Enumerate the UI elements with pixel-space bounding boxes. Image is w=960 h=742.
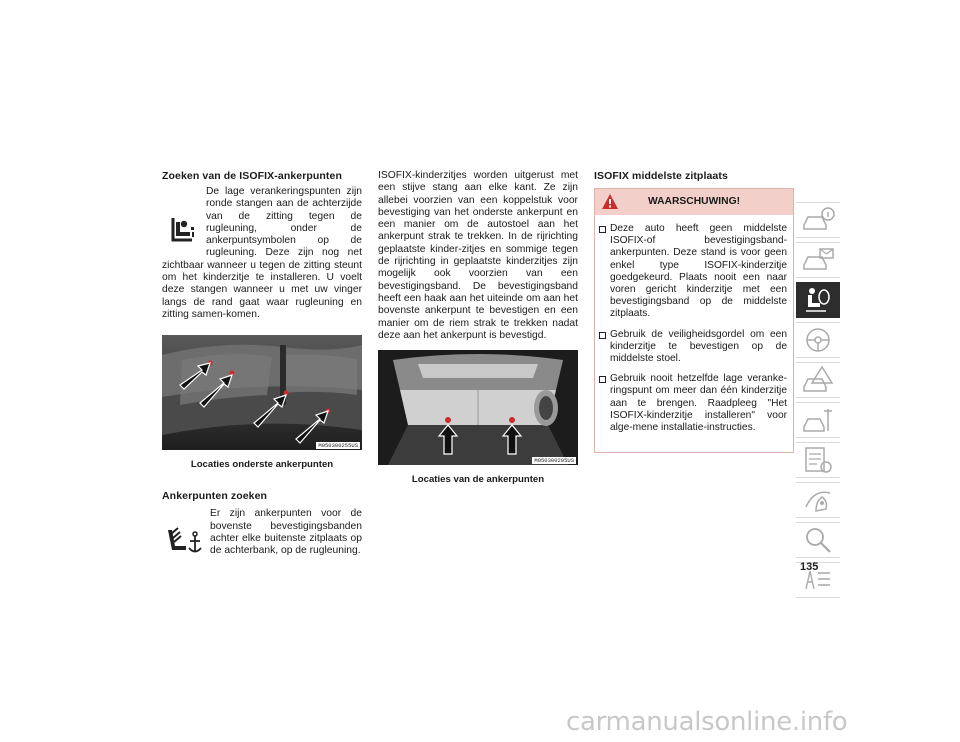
section-body: De lage verankeringspunten zijn ronde stangen aan de achterzijde van de zitting tegen de rugleuning, onder de ankerpuntsymbolen op de rugleuning. Deze zijn nog net zichtbaar wanneer u tegen de zitting steunt om het kinderzitje te installeren. U voelt deze stangen wanneer u met uw vinger langs de rand gaat waar rugleuning en zitting samen-komen.: [162, 186, 362, 320]
tab-map-pin[interactable]: [796, 482, 840, 518]
search-icon: [800, 525, 836, 555]
cargo-area-photo: [378, 350, 578, 465]
warning-box: [594, 188, 794, 453]
column-1: [162, 170, 362, 560]
tab-airbag-seat[interactable]: [796, 282, 840, 318]
tab-warning-car[interactable]: [796, 362, 840, 398]
rear-seat-photo: [162, 335, 362, 450]
column-3: [594, 170, 794, 453]
warning-title: WAARSCHUWING!: [647, 196, 741, 207]
car-mail-icon: [800, 245, 836, 275]
chapter-tabs: [796, 202, 842, 602]
column-2: [378, 170, 578, 485]
tab-list-settings[interactable]: [796, 442, 840, 478]
anchor-section: [162, 490, 362, 557]
warning-item: Deze auto heeft geen middelste ISOFIX-of bevestigingsband-ankerpunten. Deze stand is voor geen enkel type ISOFIX-kinderzitje goedgekeurd. Plaats nooit een naar voren gericht kinderzitje met een bevestigingsband op de middelste zitplaats.: [599, 223, 787, 321]
car-info-icon: [800, 205, 836, 235]
photo-code: M050300255US: [318, 442, 358, 450]
photo-code: M050300295US: [534, 457, 574, 465]
warning-item: Gebruik nooit hetzelfde lage veranke-ringspunt om meer dan één kinderzitje aan te brengen. Raadpleeg "Het ISOFIX-kinderzitje installeren" voor alge-mene installatie-instructies.: [599, 373, 787, 434]
figure-caption: Locaties onderste ankerpunten: [190, 459, 334, 471]
rear-seat-illustration: [162, 335, 362, 450]
car-service-icon: [800, 405, 836, 435]
tab-steering[interactable]: [796, 322, 840, 358]
tab-car-service[interactable]: [796, 402, 840, 438]
tab-car-info[interactable]: [796, 202, 840, 238]
child-seat-anchor-icon: [162, 210, 200, 248]
section-body: ISOFIX-kinderzitjes worden uitgerust met een stijve stang aan elke kant. Ze zijn allebei voorzien van een koppelstuk voor bevestiging van het onderste ankerpunt en een manier om de autostoel aan het ankerpunt strak te trekken. In de rijrichting geplaatste kinder-zitjes en sommige tegen de rijrichting in geplaatste kinderzitjes zijn mogelijk ook voorzien van een bevestigingsband. De bevestigingsband heeft een haak aan het uiteinde om aan het bovenste ankerpunt te bevestigen en een manier om de riem strak te trekken nadat deze aan het ankerpunt is bevestigd.: [378, 170, 578, 341]
page-number: 135: [800, 561, 819, 573]
warning-triangle-icon: [601, 193, 619, 210]
tab-car-mail[interactable]: [796, 242, 840, 278]
warning-car-icon: [800, 365, 836, 395]
airbag-seat-icon: [800, 285, 836, 315]
section-title: Zoeken van de ISOFIX-ankerpunten: [162, 170, 342, 182]
warning-item: Gebruik de veiligheidsgordel om een kinderzitje te bevestigen op de middelste stoel.: [599, 329, 787, 366]
section-title: Ankerpunten zoeken: [162, 490, 268, 503]
watermark: carmanualsonline.info: [566, 707, 848, 737]
tether-anchor-icon: [162, 522, 204, 560]
map-pin-icon: [800, 485, 836, 515]
section-title: ISOFIX middelste zitplaats: [594, 170, 728, 182]
cargo-area-illustration: [378, 350, 578, 465]
section-body: Er zijn ankerpunten voor de bovenste bevestigingsbanden achter elke buitenste zitplaats op de achterbank, op de rugleuning.: [210, 508, 362, 557]
steering-wheel-icon: [800, 325, 836, 355]
warning-header: [595, 189, 793, 215]
list-settings-icon: [800, 445, 836, 475]
tab-search[interactable]: [796, 522, 840, 558]
warning-list: [599, 223, 787, 434]
figure-caption: Locaties van de ankerpunten: [411, 474, 545, 486]
